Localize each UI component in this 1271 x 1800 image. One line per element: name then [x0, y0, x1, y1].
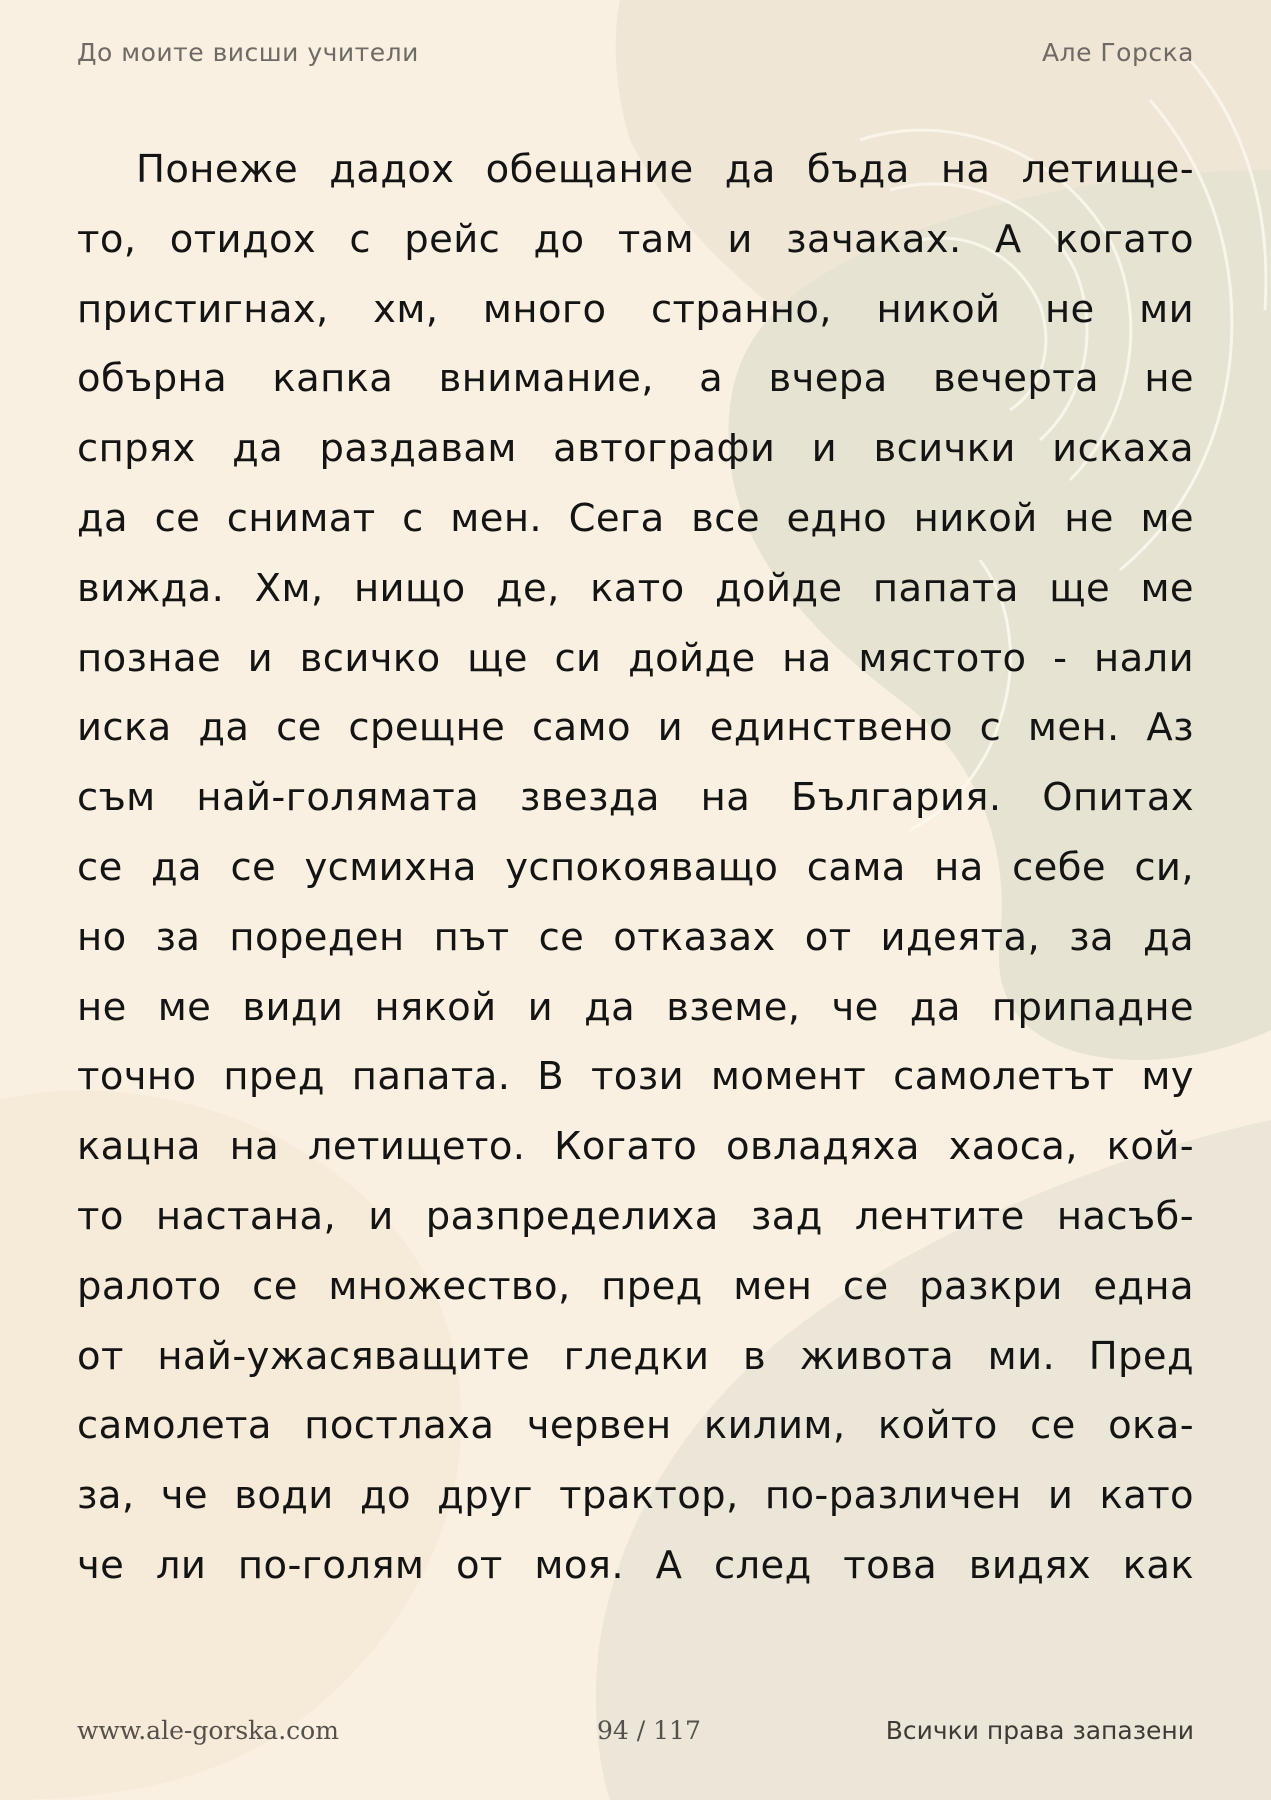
text-line: иска да се срещне само и единствено с мен. Аз: [77, 705, 1194, 751]
text-line: обърна капка внимание, а вчера вечерта не: [77, 356, 1194, 402]
text-line: че ли по-голям от моя. А след това видях как: [77, 1542, 1194, 1588]
text-line: не ме види някой и да вземе, че да припадне: [77, 984, 1194, 1030]
text-line: то настана, и разпределиха зад лентите насъб-: [77, 1193, 1194, 1239]
text-line: от най-ужасяващите гледки в живота ми. Пред: [77, 1333, 1194, 1379]
text-line: съм най-голямата звезда на България. Опитах: [77, 775, 1194, 821]
book-title: До моите висши учители: [77, 37, 419, 67]
text-line: то, отидох с рейс до там и зачаках. А когато: [77, 216, 1194, 262]
text-line: Понеже дадох обещание да бъда на летище-: [136, 147, 1194, 192]
body-paragraph: [77, 135, 1194, 1601]
text-line: самолета постлаха червен килим, който се ока-: [77, 1403, 1194, 1449]
website-link: www.ale-gorska.com: [77, 1716, 339, 1745]
page-header: [77, 36, 1194, 68]
text-line: спрях да раздавам автографи и всички искаха: [77, 426, 1194, 472]
text-line: кацна на летището. Когато овладяха хаоса, кой-: [77, 1124, 1194, 1170]
text-line: вижда. Хм, нищо де, като дойде папата ще ме: [77, 565, 1194, 611]
text-line: пристигнах, хм, много странно, никой не ми: [77, 286, 1194, 332]
text-line: точно пред папата. В този момент самолетът му: [77, 1054, 1194, 1100]
text-line: за, че води до друг трактор, по-различен и като: [77, 1473, 1194, 1519]
rights-notice: Всички права запазени: [885, 1716, 1194, 1745]
author-name: Але Горска: [1042, 37, 1194, 67]
text-line: познае и всичко ще си дойде на мястото - нали: [77, 635, 1194, 681]
page-footer: [77, 1716, 1194, 1748]
text-line: да се снимат с мен. Сега все едно никой не ме: [77, 495, 1194, 541]
text-line: ралото се множество, пред мен се разкри една: [77, 1263, 1194, 1309]
text-line: се да се усмихна успокояващо сама на себе си,: [77, 844, 1194, 890]
page-indicator: 94 / 117: [597, 1716, 701, 1745]
text-line: но за пореден път се отказах от идеята, за да: [77, 914, 1194, 960]
